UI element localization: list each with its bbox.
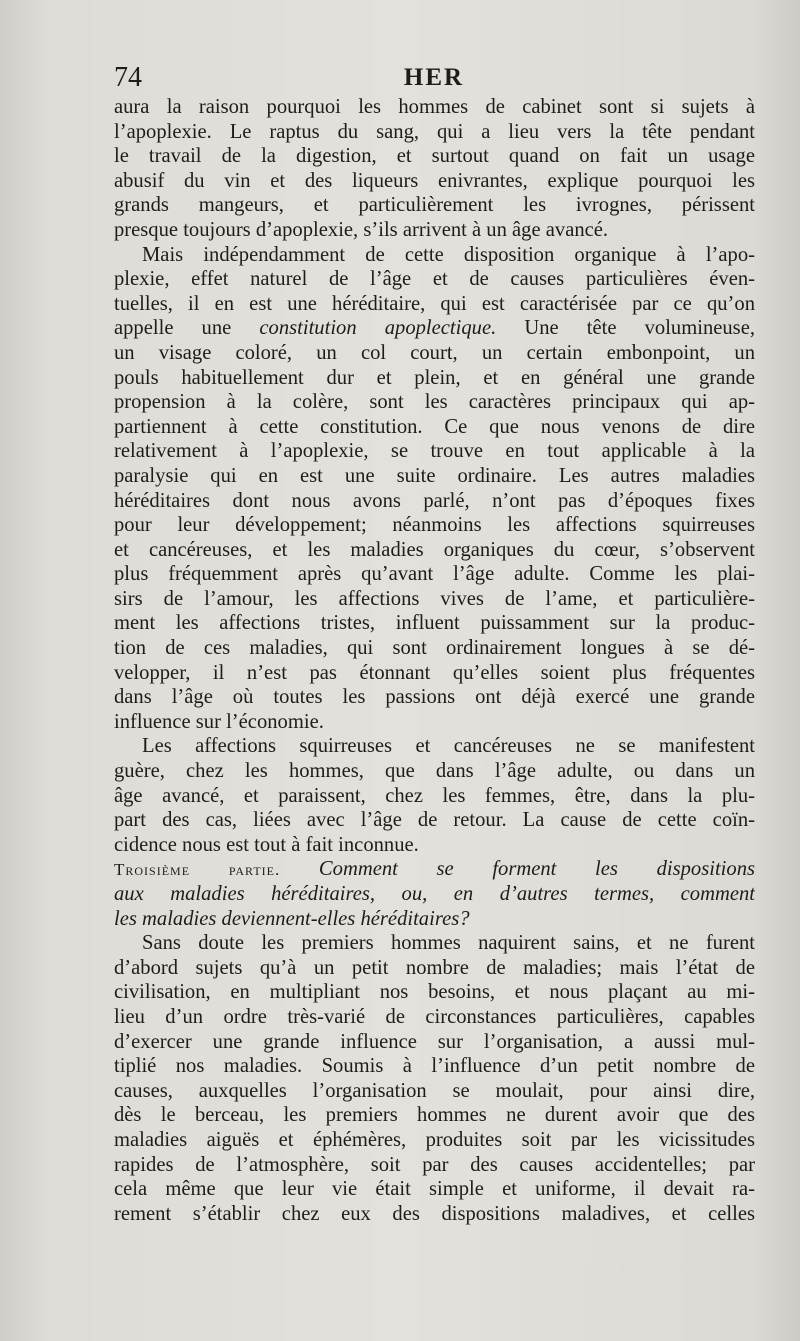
line-text: rement s’établir chez eux des dispositions maladives, et celles <box>114 1202 755 1225</box>
line-text: dans l’âge où toutes les passions ont déjà exercé une grande <box>114 686 755 709</box>
text-line <box>114 464 755 489</box>
section-label: Troisième partie. <box>114 860 281 880</box>
text-line <box>114 513 755 538</box>
text-line <box>114 218 755 243</box>
line-text: guère, chez les hommes, que dans l’âge adulte, ou dans un <box>114 760 755 783</box>
line-text: plus fréquemment après qu’avant l’âge adulte. Comme les plai- <box>114 563 755 586</box>
text-line <box>114 193 755 218</box>
page-number: 74 <box>114 62 142 93</box>
line-text: d’exercer une grande influence sur l’organisation, a aussi mul- <box>114 1030 755 1053</box>
line-text: maladies aiguës et éphémères, produites soit par les vicissitudes <box>114 1128 755 1151</box>
text-line <box>114 144 755 169</box>
text-line <box>114 734 755 759</box>
line-text: aura la raison pourquoi les hommes de cabinet sont si sujets à <box>114 96 755 118</box>
text-line <box>114 784 755 809</box>
italic-text: les maladies deviennent-elles héréditaires? <box>114 907 470 930</box>
text-line <box>114 833 755 858</box>
line-text: tiplié nos maladies. Soumis à l’influence d’un petit nombre de <box>114 1055 755 1078</box>
line-text: âge avancé, et paraissent, chez les femmes, être, dans la plu- <box>114 784 755 807</box>
text-line <box>114 661 755 686</box>
text-line <box>114 956 755 981</box>
text-line <box>114 538 755 563</box>
text-line <box>114 808 755 833</box>
line-text: part des cas, liées avec l’âge de retour. La cause de cette coïn- <box>114 809 755 832</box>
text-line <box>114 390 755 415</box>
text-line <box>114 120 755 145</box>
line-text: Sans doute les premiers hommes naquirent sains, et ne furent <box>142 932 755 955</box>
text-line <box>114 95 755 120</box>
line-text: pouls habituellement dur et plein, et en général une grande <box>114 366 755 389</box>
text-line <box>114 1177 755 1202</box>
text-line <box>114 1054 755 1079</box>
line-text: sirs de l’amour, les affections vives de l’ame, et particulière- <box>114 587 755 610</box>
page-header <box>114 60 754 96</box>
text-line <box>114 1128 755 1153</box>
line-text: causes, auxquelles l’organisation se moulait, pour ainsi dire, <box>114 1079 755 1102</box>
italic-text: aux maladies héréditaires, ou, en d’autres termes, comment <box>114 883 755 905</box>
italic-text: Comment se forment les dispositions <box>280 858 755 881</box>
line-text: rapides de l’atmosphère, soit par des causes accidentelles; par <box>114 1153 755 1176</box>
line-text: plexie, effet naturel de l’âge et de causes particulières éven- <box>114 268 755 291</box>
text-line <box>114 1079 755 1104</box>
text-line <box>114 685 755 710</box>
line-text: tuelles, il en est une héréditaire, qui est caractérisée par ce qu’on <box>114 292 755 315</box>
line-text: pour leur développement; néanmoins les affections squirreuses <box>114 514 755 537</box>
line-text: grands mangeurs, et particulièrement les ivrognes, périssent <box>114 194 755 217</box>
line-text: Mais indépendamment de cette disposition organique à l’apo- <box>142 243 755 266</box>
line-text: influence sur l’économie. <box>114 710 324 733</box>
text-line <box>114 366 755 391</box>
line-text: lieu d’un ordre très-varié de circonstances particulières, capables <box>114 1005 755 1028</box>
line-text: relativement à l’apoplexie, se trouve en tout applicable à la <box>114 440 755 463</box>
text-line <box>114 292 755 317</box>
line-text: Une tête volumineuse, <box>496 317 755 340</box>
line-text: Les affections squirreuses et cancéreuses ne se manifestent <box>142 735 755 758</box>
text-line <box>114 562 755 587</box>
text-line <box>114 1103 755 1128</box>
line-text: cela même que leur vie était simple et uniforme, il devait ra- <box>114 1178 755 1201</box>
line-text: d’abord sujets qu’à un petit nombre de maladies; mais l’état de <box>114 956 755 979</box>
body-text <box>114 95 755 1226</box>
text-line <box>114 931 755 956</box>
line-text: l’apoplexie. Le raptus du sang, qui a lieu vers la tête pendant <box>114 120 755 143</box>
text-line <box>114 341 755 366</box>
line-text: partiennent à cette constitution. Ce que nous venons de dire <box>114 415 755 438</box>
text-line <box>114 1202 755 1227</box>
text-line <box>114 316 755 341</box>
text-line <box>114 439 755 464</box>
text-line <box>114 882 755 907</box>
line-text: velopper, il n’est pas étonnant qu’elles soient plus fréquentes <box>114 661 755 684</box>
text-line <box>114 1153 755 1178</box>
line-text: un visage coloré, un col court, un certain embonpoint, un <box>114 341 755 364</box>
line-text: appelle une <box>114 317 260 340</box>
line-text: civilisation, en multipliant nos besoins, et nous plaçant au mi- <box>114 981 755 1004</box>
line-text: propension à la colère, sont les caractères principaux qui ap- <box>114 391 755 414</box>
italic-text: constitution apoplectique. <box>259 317 497 340</box>
text-line <box>114 169 755 194</box>
text-line <box>114 611 755 636</box>
text-line <box>114 267 755 292</box>
text-line <box>114 710 755 735</box>
line-text: héréditaires dont nous avons parlé, n’ont pas d’époques fixes <box>114 489 755 512</box>
line-text: presque toujours d’apoplexie, s’ils arrivent à un âge avancé. <box>114 218 609 241</box>
text-line <box>114 759 755 784</box>
line-text: dès le berceau, les premiers hommes ne durent avoir que des <box>114 1104 755 1127</box>
text-line <box>114 587 755 612</box>
text-line <box>114 857 755 882</box>
text-line <box>114 1030 755 1055</box>
text-line <box>114 1005 755 1030</box>
line-text: le travail de la digestion, et surtout quand on fait un usage <box>114 145 755 168</box>
line-text: tion de ces maladies, qui sont ordinairement longues à se dé- <box>114 637 755 660</box>
line-text: paralysie qui en est une suite ordinaire. Les autres maladies <box>114 464 755 487</box>
line-text: abusif du vin et des liqueurs enivrantes, explique pourquoi les <box>114 169 755 192</box>
running-head: HER <box>403 64 465 91</box>
line-text: cidence nous est tout à fait inconnue. <box>114 833 419 856</box>
text-line <box>114 980 755 1005</box>
text-line <box>114 907 755 932</box>
text-line <box>114 489 755 514</box>
text-line <box>114 243 755 268</box>
line-text: et cancéreuses, et les maladies organiques du cœur, s’observent <box>114 538 755 561</box>
line-text: ment les affections tristes, influent puissamment sur la produc- <box>114 612 755 635</box>
text-line <box>114 636 755 661</box>
text-line <box>114 415 755 440</box>
